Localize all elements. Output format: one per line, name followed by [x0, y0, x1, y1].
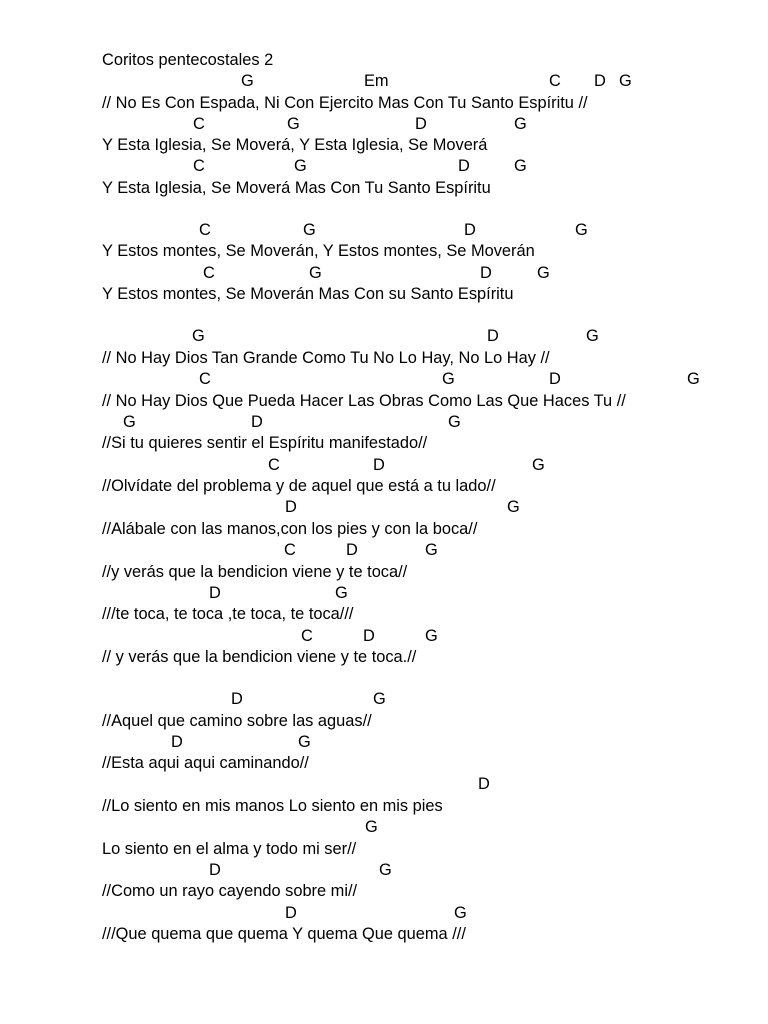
lyric-line: // y verás que la bendicion viene y te toca.// [102, 648, 417, 666]
chord: D [285, 904, 297, 922]
lyric-line: Lo siento en el alma y todo mi ser// [102, 840, 357, 858]
chord: C [284, 541, 296, 559]
lyric-line: //Aquel que camino sobre las aguas// [102, 712, 372, 730]
chord: G [507, 498, 520, 516]
lyric-line: // No Hay Dios Tan Grande Como Tu No Lo Hay, No Lo Hay // [102, 349, 550, 367]
chord: D [478, 775, 490, 793]
chord: C [199, 370, 211, 388]
chord: D [549, 370, 561, 388]
chord: G [365, 818, 378, 836]
chord: D [480, 264, 492, 282]
lyric-line: Y Esta Iglesia, Se Moverá, Y Esta Iglesia, Se Moverá [102, 136, 488, 154]
chord: Em [364, 72, 389, 90]
chord: G [575, 221, 588, 239]
chord: G [123, 413, 136, 431]
chord: C [301, 627, 313, 645]
lyric-line: //Como un rayo cayendo sobre mi// [102, 882, 358, 900]
chord: G [514, 157, 527, 175]
chord: D [251, 413, 263, 431]
lyric-line: ///Que quema que quema Y quema Que quema /// [102, 925, 466, 943]
chord: C [193, 115, 205, 133]
chord: D [231, 690, 243, 708]
chord: G [294, 157, 307, 175]
chord: G [298, 733, 311, 751]
chord: G [241, 72, 254, 90]
lyric-line: //Olvídate del problema y de aquel que está a tu lado// [102, 477, 496, 495]
chord: G [586, 327, 599, 345]
chord: D [209, 584, 221, 602]
chord: D [458, 157, 470, 175]
chord: D [171, 733, 183, 751]
chord: D [285, 498, 297, 516]
lyric-line: //Lo siento en mis manos Lo siento en mis pies [102, 797, 443, 815]
lyric-line: //Esta aqui aqui caminando// [102, 754, 309, 772]
chord: G [309, 264, 322, 282]
chord: G [425, 627, 438, 645]
chord: D [464, 221, 476, 239]
chord: G [287, 115, 300, 133]
chord: G [373, 690, 386, 708]
chord: C [268, 456, 280, 474]
chord: C [199, 221, 211, 239]
chord: G [532, 456, 545, 474]
chord: G [425, 541, 438, 559]
chord: G [454, 904, 467, 922]
chord: D [346, 541, 358, 559]
chord: G [514, 115, 527, 133]
lyric-line: //y verás que la bendicion viene y te toca// [102, 563, 408, 581]
lyric-line: // No Es Con Espada, Ni Con Ejercito Mas Con Tu Santo Espíritu // [102, 94, 588, 112]
chord: G [687, 370, 700, 388]
chord: D [209, 861, 221, 879]
page-title: Coritos pentecostales 2 [102, 51, 274, 69]
lyric-line: //Alábale con las manos,con los pies y con la boca// [102, 520, 478, 538]
lyric-line: //Si tu quieres sentir el Espíritu manifestado// [102, 434, 428, 452]
chord: G [619, 72, 632, 90]
chord: G [303, 221, 316, 239]
chord: D [594, 72, 606, 90]
chord: G [537, 264, 550, 282]
chord: G [335, 584, 348, 602]
lyric-line: // No Hay Dios Que Pueda Hacer Las Obras Como Las Que Haces Tu // [102, 392, 626, 410]
chord: G [379, 861, 392, 879]
chord: G [192, 327, 205, 345]
chord: G [442, 370, 455, 388]
chord: D [363, 627, 375, 645]
lyric-line: Y Estos montes, Se Moverán, Y Estos montes, Se Moverán [102, 242, 535, 260]
chord: C [193, 157, 205, 175]
chord: G [448, 413, 461, 431]
lyric-line: ///te toca, te toca ,te toca, te toca/// [102, 605, 354, 623]
lyric-line: Y Estos montes, Se Moverán Mas Con su Santo Espíritu [102, 285, 514, 303]
chord: D [373, 456, 385, 474]
lyric-line: Y Esta Iglesia, Se Moverá Mas Con Tu Santo Espíritu [102, 179, 491, 197]
chord: D [415, 115, 427, 133]
chord: C [549, 72, 561, 90]
chord: D [487, 327, 499, 345]
chord: C [203, 264, 215, 282]
